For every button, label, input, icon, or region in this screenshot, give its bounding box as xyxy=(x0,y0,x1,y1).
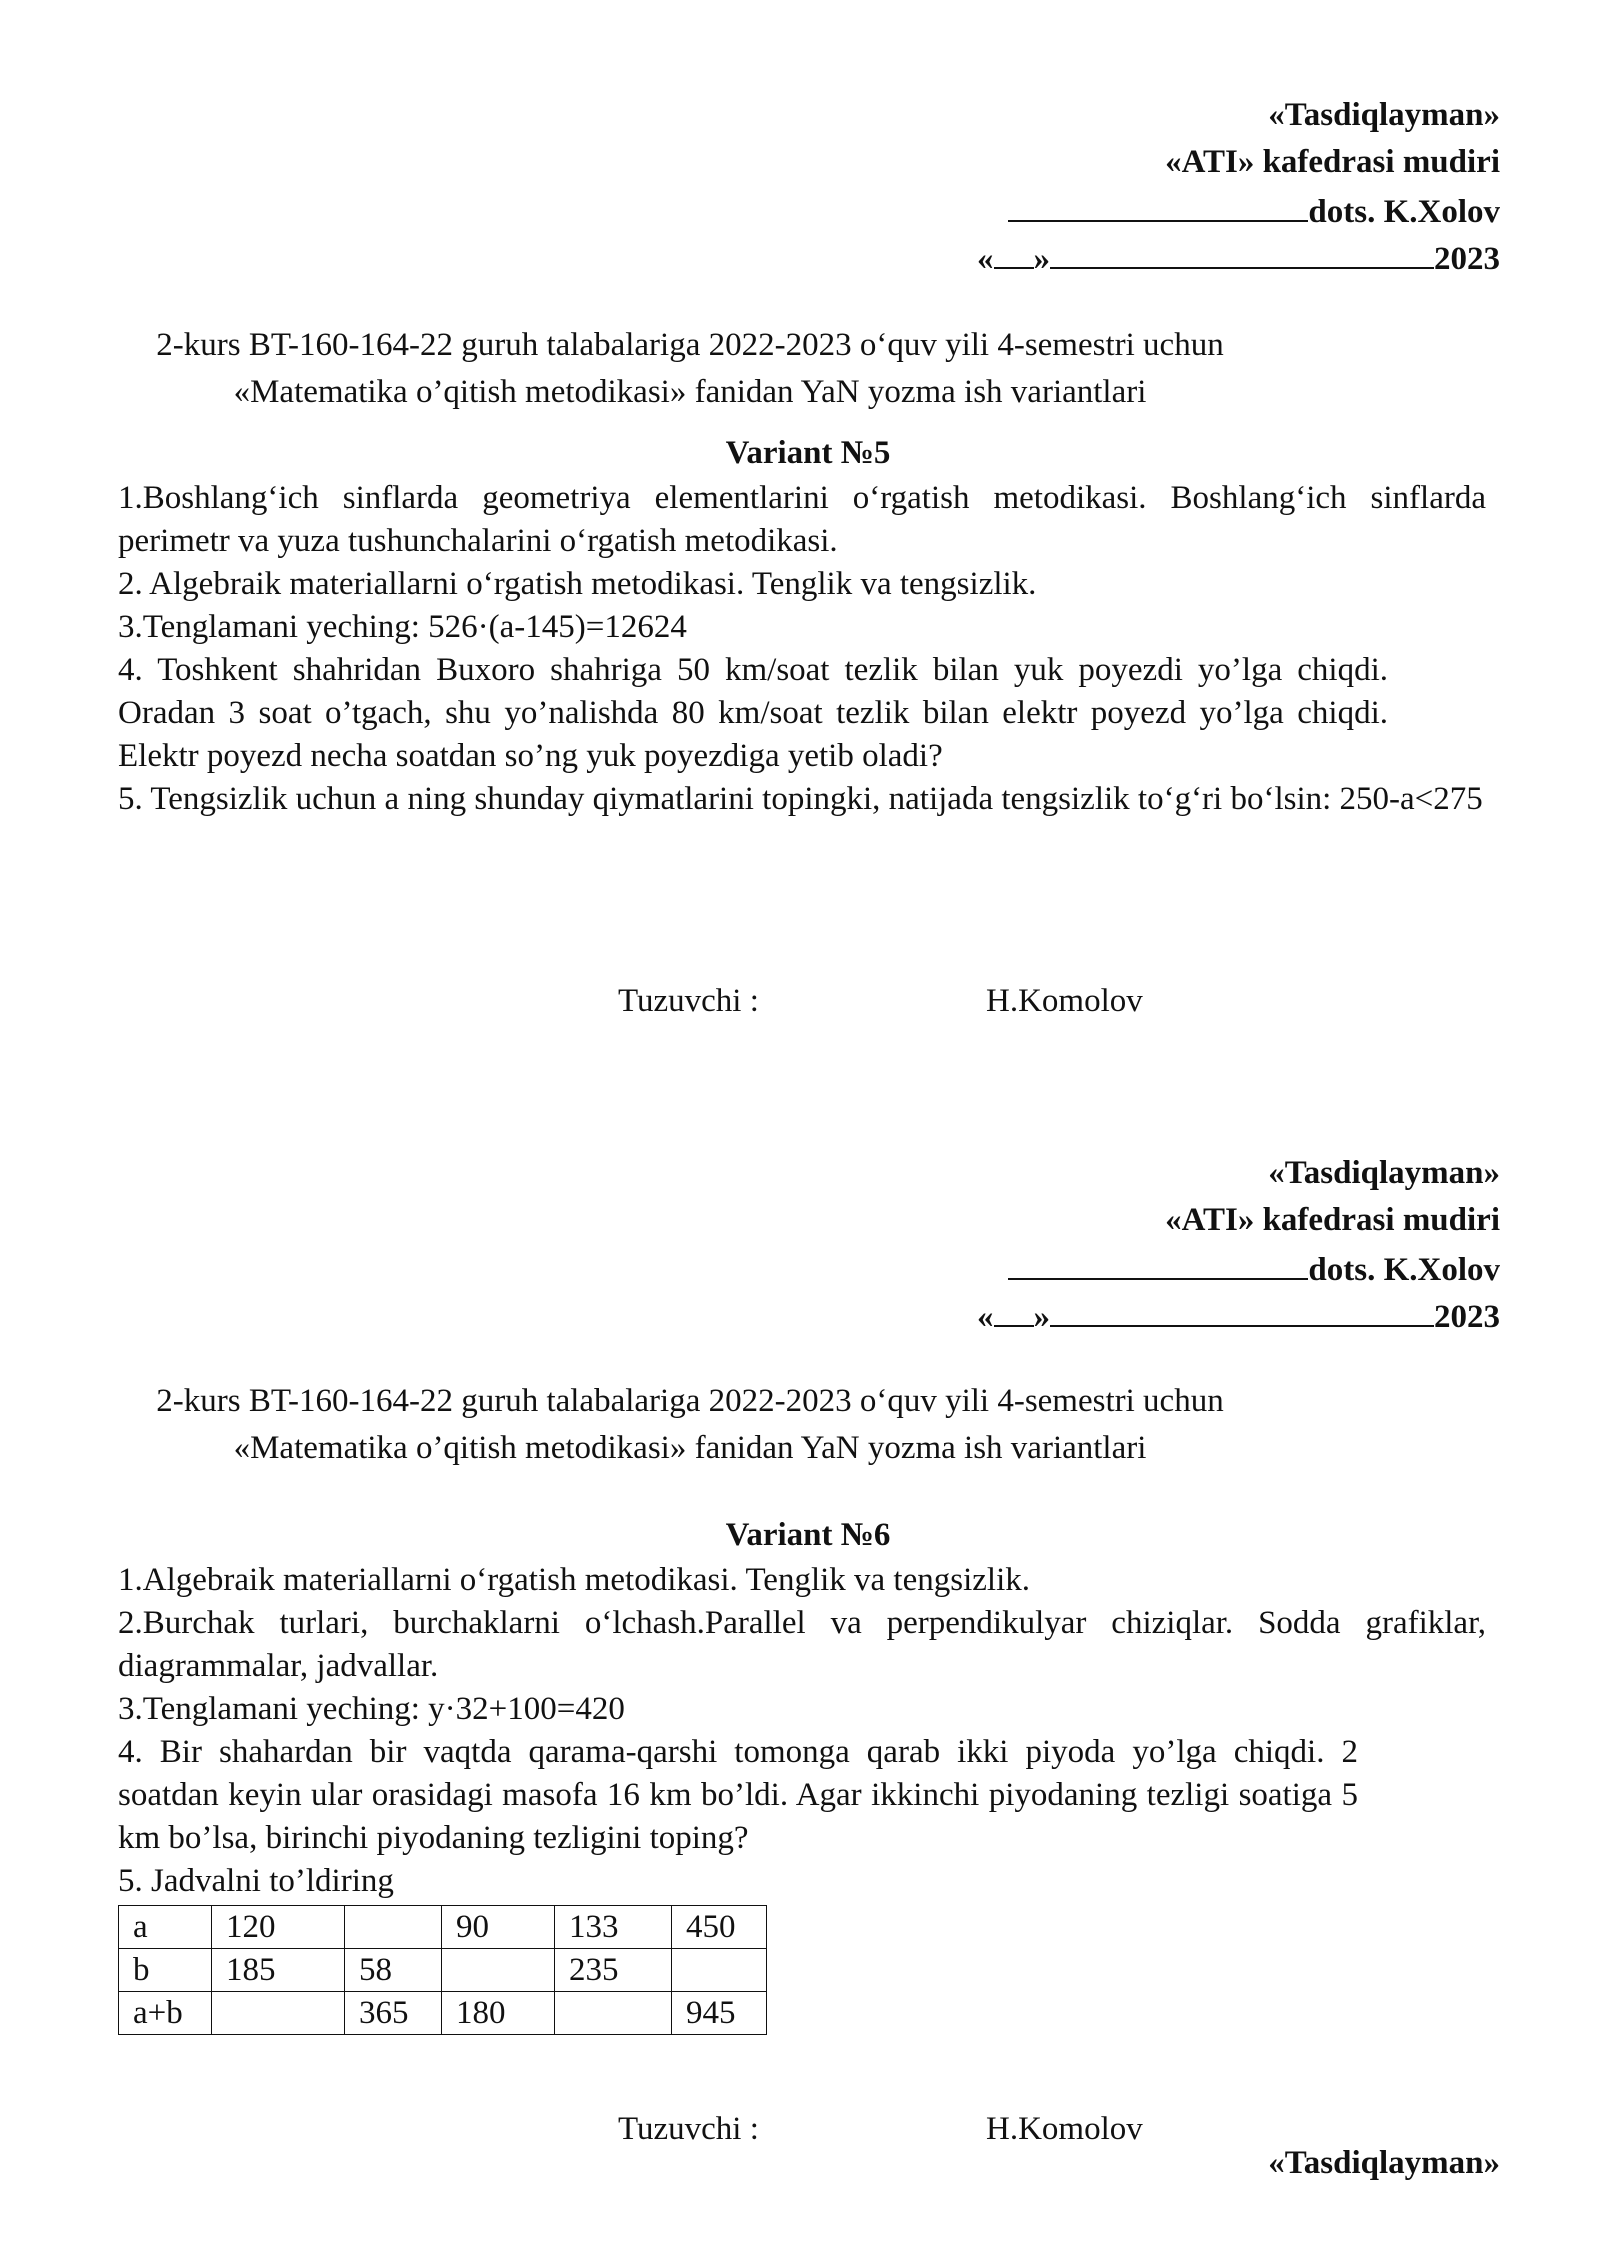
month-underline xyxy=(1050,1291,1434,1327)
approval-title: «Tasdiqlayman» xyxy=(1268,97,1500,133)
approval-date-line xyxy=(118,233,1500,280)
table-cell xyxy=(672,1949,767,1992)
table-row xyxy=(119,1949,767,1992)
approval-signer: dots. K.Xolov xyxy=(1308,1252,1500,1288)
variant-5-question-2: 2. Algebraik materiallarni o‘rgatish metodikasi. Tenglik va tengsizlik. xyxy=(118,566,1037,602)
table-cell: a+b xyxy=(119,1992,212,2035)
signature-underline xyxy=(1008,1244,1308,1280)
fill-table xyxy=(118,1905,767,2035)
table-row xyxy=(119,1992,767,2035)
table-cell: a xyxy=(119,1906,212,1949)
header-2 xyxy=(100,1378,1280,1472)
approval-title: «Tasdiqlayman» xyxy=(1268,1155,1500,1191)
variant-6-question-3: 3.Tenglamani yeching: y·32+100=420 xyxy=(118,1691,625,1727)
approval-signer-line xyxy=(118,186,1500,233)
signature-label: Tuzuvchi : xyxy=(618,983,759,1019)
variant-5-title: Variant №5 xyxy=(725,435,891,471)
variant-5-question-3: 3.Tenglamani yeching: 526·(a-145)=12624 xyxy=(118,609,687,645)
header-line-2: «Matematika o’qitish metodikasi» fanidan YaN yozma ish variantlari xyxy=(233,374,1147,410)
table-cell: 185 xyxy=(212,1949,345,1992)
approval-year: 2023 xyxy=(1434,1299,1500,1335)
approval-year: 2023 xyxy=(1434,241,1500,277)
approval-block-1 xyxy=(118,92,1500,280)
table-cell: 120 xyxy=(212,1906,345,1949)
date-quote-close: » xyxy=(1033,241,1050,277)
variant-6-question-5: 5. Jadvalni to’ldiring xyxy=(118,1863,394,1899)
signature-name: H.Komolov xyxy=(986,2111,1143,2147)
date-quote-close: » xyxy=(1033,1299,1050,1335)
variant-6 xyxy=(118,1512,1500,2035)
table-cell: 945 xyxy=(672,1992,767,2035)
day-underline xyxy=(994,1291,1034,1327)
table-cell: 235 xyxy=(555,1949,672,1992)
table-cell xyxy=(555,1992,672,2035)
variant-6-question-1: 1.Algebraik materiallarni o‘rgatish metodikasi. Tenglik va tengsizlik. xyxy=(118,1562,1030,1598)
approval-block-3 xyxy=(118,2140,1500,2187)
table-cell: 133 xyxy=(555,1906,672,1949)
table-cell: 90 xyxy=(442,1906,555,1949)
header-1 xyxy=(100,322,1280,416)
table-cell: 365 xyxy=(345,1992,442,2035)
header-line-2: «Matematika o’qitish metodikasi» fanidan YaN yozma ish variantlari xyxy=(233,1430,1147,1466)
table-cell xyxy=(212,1992,345,2035)
approval-signer-line xyxy=(118,1244,1500,1291)
variant-5-question-4: 4. Toshkent shahridan Buxoro shahriga 50 km/soat tezlik bilan yuk poyezdi yo’lga chiqdi. Oradan 3 soat o’tgach, shu yo’nalishda 80 km/soat tezlik bilan elektr poyezd yo’lga chiqdi. Elektr poyezd necha soatdan so’ng yuk poyezdiga yetib oladi? xyxy=(118,652,1388,774)
approval-position: «ATI» kafedrasi mudiri xyxy=(1165,1202,1500,1238)
variant-5-question-1: 1.Boshlang‘ich sinflarda geometriya elementlarini o‘rgatish metodikasi. Boshlang‘ich sinflarda perimetr va yuza tushunchalarini o‘rgatish metodikasi. xyxy=(118,480,1486,559)
table-cell xyxy=(442,1949,555,1992)
header-line-1: 2-kurs BT-160-164-22 guruh talabalariga 2022-2023 o‘quv yili 4-semestri uchun xyxy=(156,327,1224,363)
approval-title: «Tasdiqlayman» xyxy=(1268,2145,1500,2181)
approval-position: «ATI» kafedrasi mudiri xyxy=(1165,144,1500,180)
table-cell: 180 xyxy=(442,1992,555,2035)
signature-underline xyxy=(1008,186,1308,222)
day-underline xyxy=(994,233,1034,269)
signature-name: H.Komolov xyxy=(986,983,1143,1019)
approval-date-line xyxy=(118,1291,1500,1338)
month-underline xyxy=(1050,233,1434,269)
variant-6-title: Variant №6 xyxy=(725,1517,891,1553)
table-cell: 58 xyxy=(345,1949,442,1992)
table-cell: b xyxy=(119,1949,212,1992)
date-quote-open: « xyxy=(977,1299,994,1335)
variant-6-question-2: 2.Burchak turlari, burchaklarni o‘lchash.Parallel va perpendikulyar chiziqlar. Sodda grafiklar, diagrammalar, jadvallar. xyxy=(118,1605,1486,1684)
approval-signer: dots. K.Xolov xyxy=(1308,194,1500,230)
variant-5-question-5: 5. Tengsizlik uchun a ning shunday qiymatlarini topingki, natijada tengsizlik to‘g‘ri bo‘lsin: 250-a<275 xyxy=(118,781,1483,817)
table-row xyxy=(119,1906,767,1949)
variant-5 xyxy=(118,430,1500,821)
variant-6-question-4: 4. Bir shahardan bir vaqtda qarama-qarshi tomonga qarab ikki piyoda yo’lga chiqdi. 2 soatdan keyin ular orasidagi masofa 16 km bo’ldi. Agar ikkinchi piyodaning tezligi soatiga 5 km bo’lsa, birinchi piyodaning tezligini toping? xyxy=(118,1734,1358,1856)
table-cell: 450 xyxy=(672,1906,767,1949)
date-quote-open: « xyxy=(977,241,994,277)
signature-1 xyxy=(118,972,1500,1032)
approval-block-2 xyxy=(118,1150,1500,1338)
table-cell xyxy=(345,1906,442,1949)
signature-label: Tuzuvchi : xyxy=(618,2111,759,2147)
header-line-1: 2-kurs BT-160-164-22 guruh talabalariga 2022-2023 o‘quv yili 4-semestri uchun xyxy=(156,1383,1224,1419)
